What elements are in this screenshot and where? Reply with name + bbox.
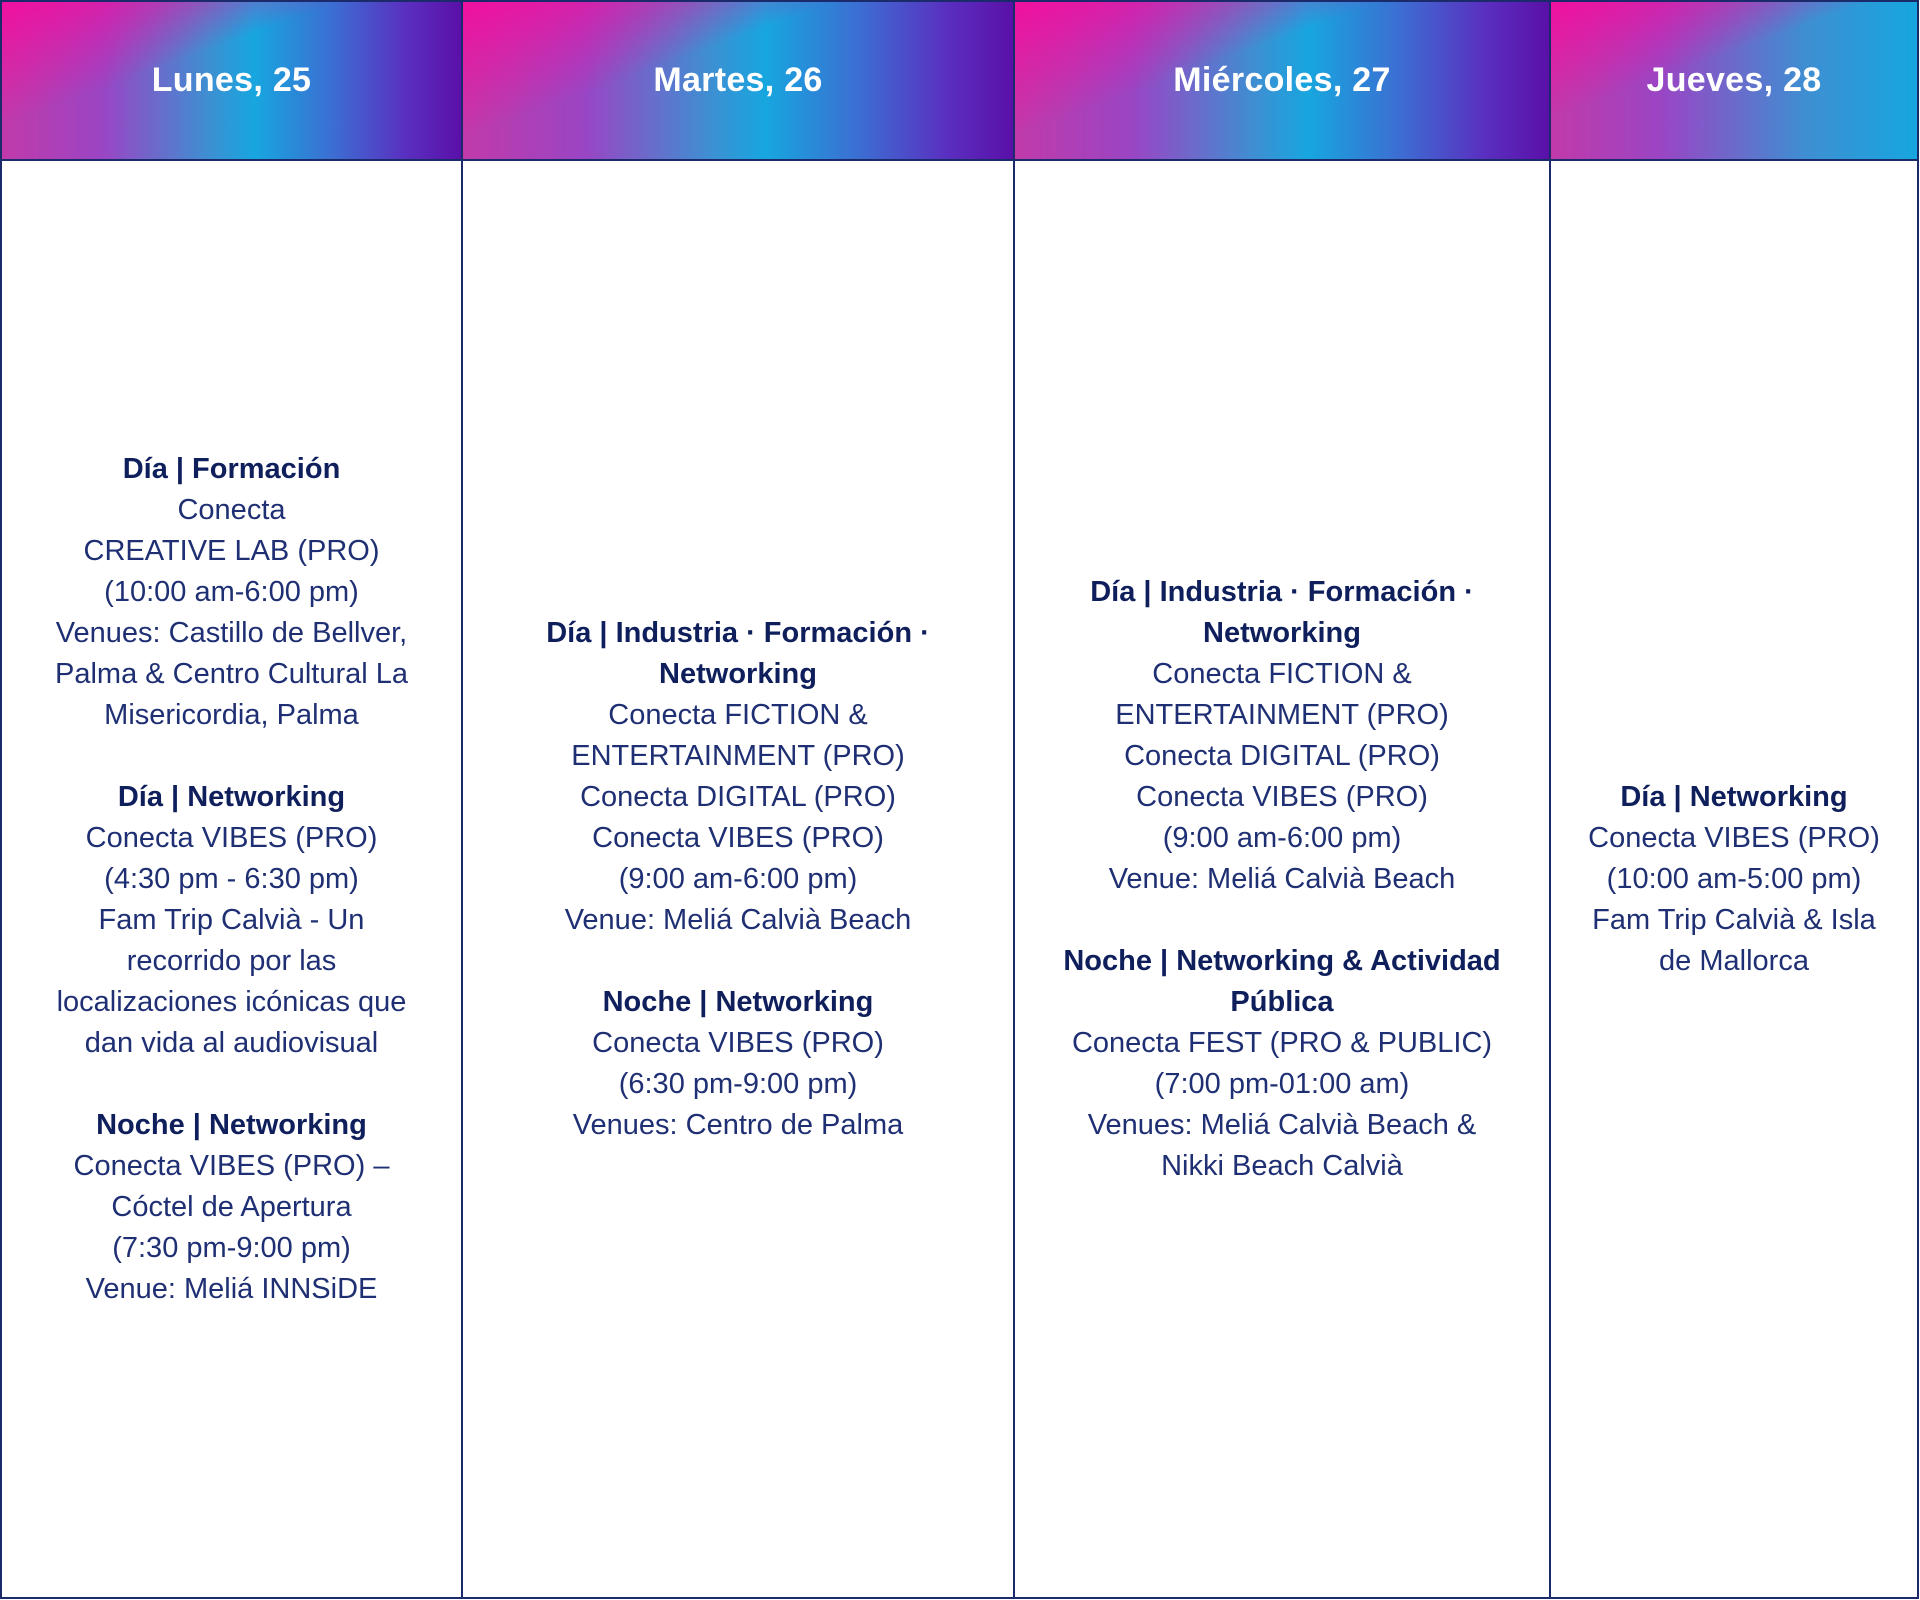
day-header xyxy=(463,2,1013,161)
session-block xyxy=(38,1105,425,1310)
session-block xyxy=(503,613,973,941)
day-column-miercoles xyxy=(1015,2,1551,1597)
day-title: Miércoles, 27 xyxy=(1173,61,1391,99)
session-line: Conecta FICTION & ENTERTAINMENT (PRO) xyxy=(571,698,905,772)
session-line: (7:00 pm-01:00 am) xyxy=(1154,1067,1410,1100)
day-title: Martes, 26 xyxy=(653,61,823,99)
session-line: Conecta VIBES (PRO) – Cóctel de Apertura xyxy=(73,1149,390,1223)
day-header xyxy=(1015,2,1549,161)
session-line: Venue: Meliá Calvià Beach xyxy=(564,903,912,936)
session-block xyxy=(38,777,425,1064)
day-body xyxy=(1015,161,1549,1597)
session-line: Conecta xyxy=(177,493,286,526)
session-title: Día | Networking xyxy=(117,780,346,813)
session-line: (7:30 pm-9:00 pm) xyxy=(112,1231,351,1264)
day-body xyxy=(1551,161,1917,1597)
day-column-lunes xyxy=(2,2,463,1597)
session-title: Día | Formación xyxy=(122,452,341,485)
session-line: (4:30 pm - 6:30 pm) xyxy=(104,862,359,895)
session-line: (6:30 pm-9:00 pm) xyxy=(618,1067,858,1100)
session-title: Noche | Networking xyxy=(96,1108,367,1141)
session-line: Venues: Centro de Palma xyxy=(572,1108,904,1141)
session-title: Día | Industria · Formación · Networking xyxy=(1090,575,1474,649)
day-body xyxy=(463,161,1013,1597)
session-line: Conecta VIBES (PRO) xyxy=(1136,780,1428,813)
session-line: (9:00 am-6:00 pm) xyxy=(1162,821,1402,854)
day-content xyxy=(503,613,973,1146)
session-line: Venues: Meliá Calvià Beach & Nikki Beach Calvià xyxy=(1087,1108,1477,1182)
session-line: Conecta DIGITAL (PRO) xyxy=(1124,739,1440,772)
session-block xyxy=(1055,941,1509,1187)
session-line: Venue: Meliá INNSiDE xyxy=(85,1272,378,1305)
session-line: Conecta FEST (PRO & PUBLIC) xyxy=(1071,1026,1493,1059)
session-title: Día | Industria · Formación · Networking xyxy=(546,616,930,690)
session-block xyxy=(1581,777,1887,982)
session-line: (10:00 am-6:00 pm) xyxy=(104,575,359,608)
session-block xyxy=(1055,572,1509,900)
session-line: (10:00 am-5:00 pm) xyxy=(1606,862,1862,895)
session-line: CREATIVE LAB (PRO) xyxy=(83,534,380,567)
session-line: Venue: Meliá Calvià Beach xyxy=(1108,862,1456,895)
session-title: Noche | Networking & Actividad Pública xyxy=(1063,944,1501,1018)
day-column-jueves xyxy=(1551,2,1917,1597)
session-block xyxy=(503,982,973,1146)
day-header xyxy=(1551,2,1917,161)
day-header xyxy=(2,2,461,161)
day-body xyxy=(2,161,461,1597)
day-content xyxy=(38,449,425,1310)
day-content xyxy=(1055,572,1509,1187)
session-title: Día | Networking xyxy=(1620,780,1848,813)
session-line: Conecta VIBES (PRO) xyxy=(592,1026,884,1059)
day-title: Lunes, 25 xyxy=(151,61,312,99)
session-line: Venues: Castillo de Bellver, Palma & Centro Cultural La Misericordia, Palma xyxy=(55,616,408,731)
session-line: Conecta VIBES (PRO) xyxy=(85,821,378,854)
day-title: Jueves, 28 xyxy=(1646,61,1822,99)
session-line: Conecta VIBES (PRO) xyxy=(592,821,884,854)
session-title: Noche | Networking xyxy=(602,985,874,1018)
session-block xyxy=(38,449,425,736)
day-content xyxy=(1581,777,1887,982)
session-line: Conecta VIBES (PRO) xyxy=(1588,821,1880,854)
session-line: (9:00 am-6:00 pm) xyxy=(618,862,858,895)
session-line: Conecta DIGITAL (PRO) xyxy=(580,780,896,813)
session-line: Fam Trip Calvià - Un recorrido por las localizaciones icónicas que dan vida al audiovisual xyxy=(56,903,407,1059)
day-column-martes xyxy=(463,2,1015,1597)
session-line: Conecta FICTION & ENTERTAINMENT (PRO) xyxy=(1115,657,1449,731)
session-line: Fam Trip Calvià & Isla de Mallorca xyxy=(1592,903,1876,977)
